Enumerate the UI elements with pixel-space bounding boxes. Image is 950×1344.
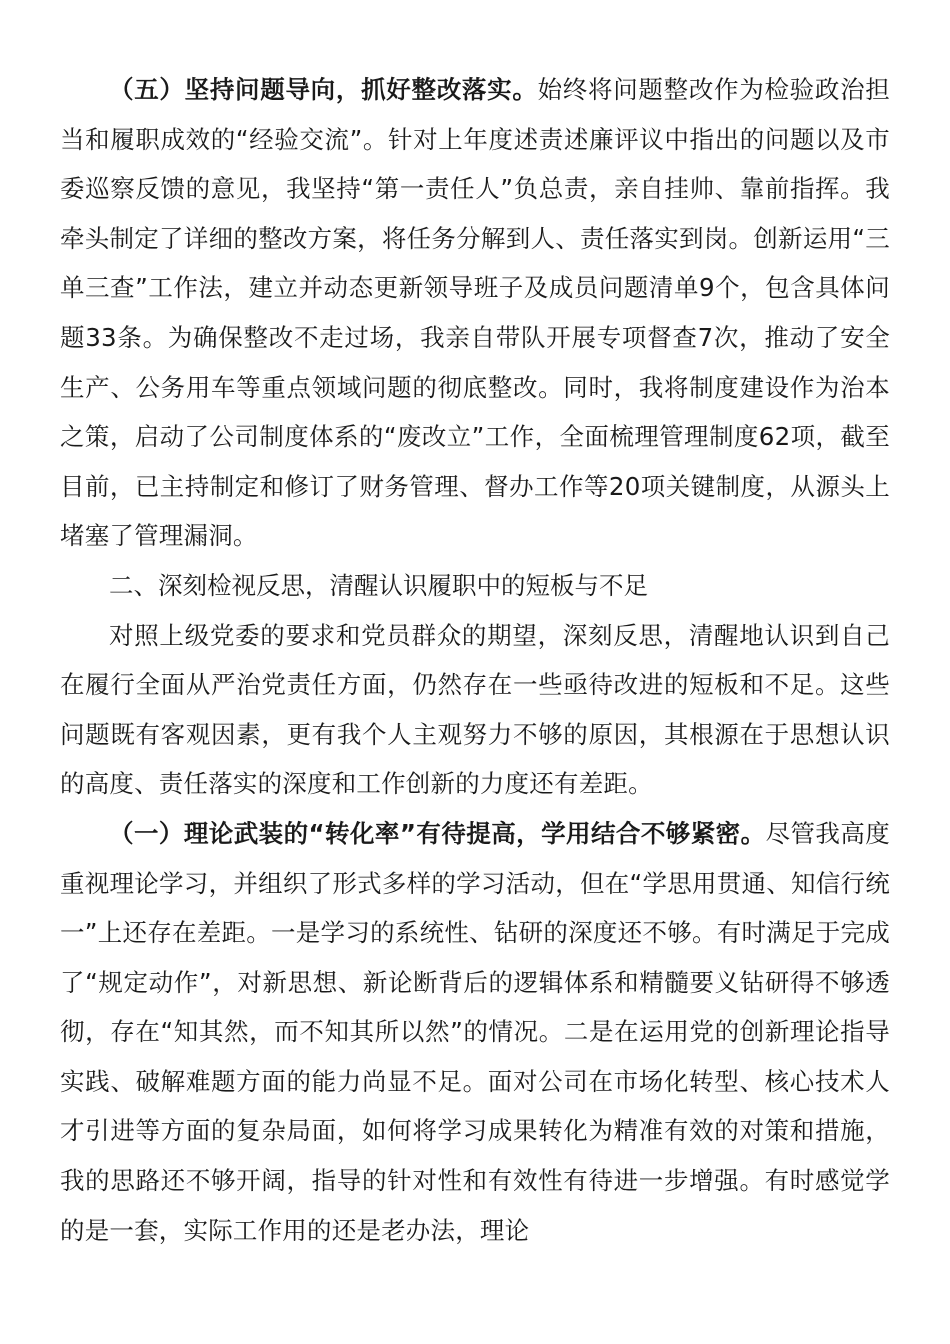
document-page [60,65,890,1255]
paragraph-reflection [60,611,890,809]
paragraph-theory [60,809,890,1255]
paragraph-body: 始终将问题整改作为检验政治担当和履职成效的“经验交流”。针对上年度述责述廉评议中指出的问题以及市委巡察反馈的意见，我坚持“第一责任人”负总责，亲自挂帅、靠前指挥。我牵头制定了详细的整改方案，将任务分解到人、责任落实到岗。创新运用“三单三查”工作法，建立并动态更新领导班子及成员问题清单9个，包含具体问题33条。为确保整改不走过场，我亲自带队开展专项督查7次，推动了安全生产、公务用车等重点领域问题的彻底整改。同时，我将制度建设作为治本之策，启动了公司制度体系的“废改立”工作，全面梳理管理制度62项，截至目前，已主持制定和修订了财务管理、督办工作等20项关键制度，从源头上堵塞了管理漏洞。 [60,75,890,551]
paragraph-body: 尽管我高度重视理论学习，并组织了形式多样的学习活动，但在“学思用贯通、知信行统一”上还存在差距。一是学习的系统性、钻研的深度还不够。有时满足于完成了“规定动作”，对新思想、新论断背后的逻辑体系和精髓要义钻研得不够透彻，存在“知其然，而不知其所以然”的情况。二是在运用党的创新理论指导实践、破解难题方面的能力尚显不足。面对公司在市场化转型、核心技术人才引进等方面的复杂局面，如何将学习成果转化为精准有效的对策和措施，我的思路还不够开阔，指导的针对性和有效性有待进一步增强。有时感觉学的是一套，实际工作用的还是老办法，理论 [60,818,891,1245]
paragraph-lead-heading: （一）理论武装的“转化率”有待提高，学用结合不够紧密。 [109,818,766,848]
section-heading: 二、深刻检视反思，清醒认识履职中的短板与不足 [109,570,648,600]
paragraph-body: 对照上级党委的要求和党员群众的期望，深刻反思，清醒地认识到自己在履行全面从严治党责任方面，仍然存在一些亟待改进的短板和不足。这些问题既有客观因素，更有我个人主观努力不够的原因，其根源在于思想认识的高度、责任落实的深度和工作创新的力度还有差距。 [60,620,890,799]
paragraph-lead-heading: （五）坚持问题导向，抓好整改落实。 [109,75,538,104]
paragraph-rectification [60,65,890,561]
